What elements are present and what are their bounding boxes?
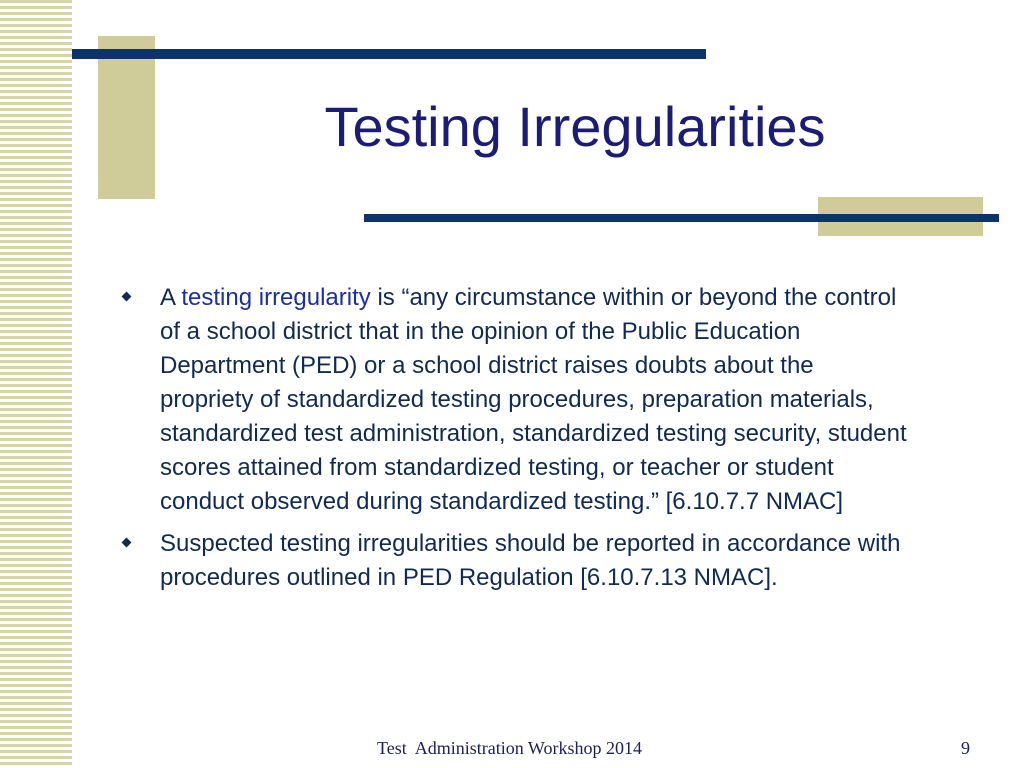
- slide-title: Testing Irregularities: [324, 95, 826, 158]
- defined-term: testing irregularity: [181, 284, 371, 311]
- bullet-item-definition: [121, 281, 911, 519]
- bullet-item-reporting: [121, 527, 911, 595]
- page-number: 9: [961, 738, 970, 758]
- bullet-reporting-text: Suspected testing irregularities should be reported in accordance with procedures outlined in PED Regulation [6.10.7.13 NMAC].: [160, 530, 901, 591]
- bottom-accent-rule: [364, 214, 999, 222]
- diamond-bullet-icon: [122, 538, 132, 548]
- bullet-lead-text: A: [160, 284, 182, 311]
- bullet-definition-text: is “any circumstance within or beyond the control of a school district that in the opinion of the Public Education Department (PED) or a school district raises doubts about the propriety of standardized testing procedures, preparation materials, standardized test administration, standardized testing security, student scores attained from standardized testing, or teacher or student conduct observed during standardized testing.” [6.10.7.7 NMAC]: [160, 284, 907, 515]
- footer-text: Test Administration Workshop 2014: [377, 738, 642, 758]
- top-accent-rule: [72, 49, 706, 59]
- diamond-bullet-icon: [122, 292, 132, 302]
- bullet-list: [121, 281, 911, 603]
- top-accent-block: [98, 36, 155, 199]
- left-stripe-decoration: [0, 0, 72, 768]
